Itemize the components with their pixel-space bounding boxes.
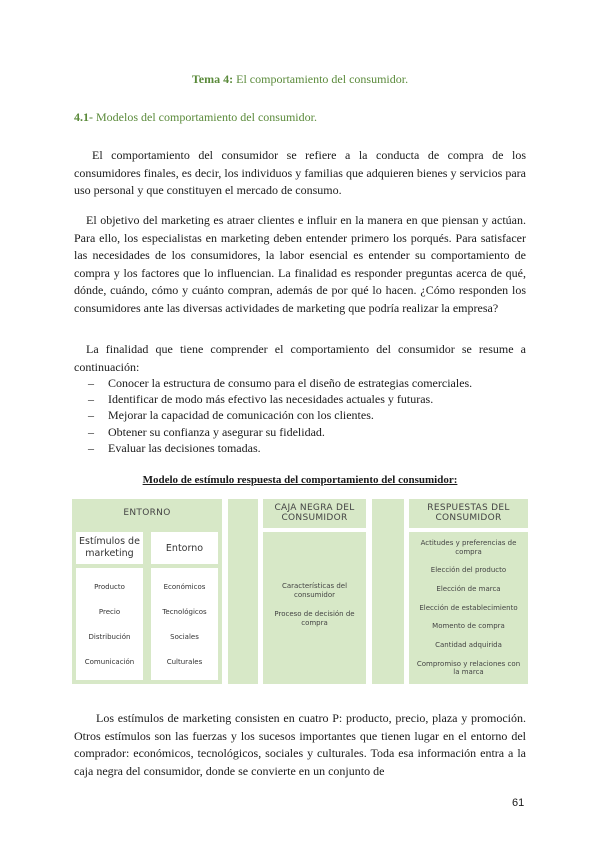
- black-box-header: CAJA NEGRA DEL CONSUMIDOR: [263, 499, 366, 528]
- environment-label: Entorno: [151, 532, 218, 564]
- marketing-items: [76, 568, 143, 680]
- paragraph-2: El objetivo del marketing es atraer clientes e influir en la manera en que piensan y actúan. Para ello, los especialistas en marketing deben entender primero los porqués. Para satisfacer las necesidades de los consumidores, la labor esencial es entender su comportamiento de compra y los factores que lo influencian. La finalidad es responder preguntas acerca de qué, dónde, cuándo, cómo y cuánto compran, además de por qué lo hacen. ¿Cómo responden los consumidores ante las diversas actividades de marketing que podría realizar la empresa?: [74, 213, 526, 315]
- environment-items: [151, 568, 218, 680]
- objectives-list: [88, 375, 472, 456]
- entorno-header: ENTORNO: [72, 499, 222, 528]
- list-item: – Mejorar la capacidad de comunicación con los clientes.: [88, 407, 472, 423]
- marketing-item: Precio: [98, 607, 121, 616]
- section-heading: [74, 110, 317, 125]
- response-item: Cantidad adquirida: [435, 640, 502, 649]
- responses-header: RESPUESTAS DEL CONSUMIDOR: [409, 499, 528, 528]
- title-rest: El comportamiento del consumidor.: [233, 72, 409, 86]
- paragraph-4: Los estímulos de marketing consisten en cuatro P: producto, precio, plaza y promoción. Otros estímulos son las fuerzas y los sucesos importantes que tienen lugar en el entorno del comprador: económicos, tecnológicos, sociales y culturales. Toda esa información entra a la caja negra del consumidor, donde se convierte en un conjunto de: [74, 711, 526, 778]
- paragraph-1: El comportamiento del consumidor se refiere a la conducta de compra de los consumidores finales, es decir, los individuos y familias que adquieren bienes y servicios para uso personal y que constituyen el mercado de consumo.: [74, 148, 526, 197]
- arrow-band-right: [372, 499, 404, 684]
- page-number: 61: [512, 797, 525, 809]
- marketing-item: Producto: [94, 582, 125, 591]
- response-item: Compromiso y relaciones con la marca: [416, 659, 521, 677]
- black-box-item: Características del consumidor: [281, 582, 348, 599]
- marketing-item: Distribución: [88, 632, 131, 641]
- entorno-panel: [72, 528, 222, 684]
- title-bold: Tema 4:: [191, 72, 234, 86]
- paragraph-3: La finalidad que tiene comprender el comportamiento del consumidor se resume a continuación:: [74, 342, 526, 374]
- list-item: – Identificar de modo más efectivo las necesidades actuales y futuras.: [88, 391, 472, 407]
- environment-item: Tecnológicos: [162, 607, 207, 616]
- response-item: Elección de establecimiento: [419, 603, 518, 612]
- section-number: 4.1-: [74, 110, 93, 124]
- black-box-panel: [263, 532, 366, 684]
- response-item: Momento de compra: [432, 622, 505, 631]
- responses-panel: [409, 532, 528, 684]
- response-item: Actitudes y preferencias de compra: [420, 538, 517, 556]
- environment-item: Culturales: [166, 657, 203, 666]
- list-item: – Obtener su confianza y asegurar su fidelidad.: [88, 424, 472, 440]
- list-item: – Evaluar las decisiones tomadas.: [88, 440, 472, 456]
- model-title: Modelo de estímulo respuesta del comportamiento del consumidor:: [142, 474, 458, 486]
- response-item: Elección del producto: [430, 566, 507, 575]
- section-title: Modelos del comportamiento del consumidor.: [93, 110, 317, 124]
- environment-item: Sociales: [170, 632, 199, 641]
- arrow-band-left: [228, 499, 258, 684]
- page-title: [0, 72, 600, 87]
- marketing-stimuli-label: Estímulos de marketing: [76, 532, 143, 564]
- response-item: Elección de marca: [436, 584, 501, 593]
- black-box-item: Proceso de decisión de compra: [274, 610, 355, 627]
- list-item: – Conocer la estructura de consumo para el diseño de estrategias comerciales.: [88, 375, 472, 391]
- marketing-item: Comunicación: [84, 657, 135, 666]
- environment-item: Económicos: [163, 582, 206, 591]
